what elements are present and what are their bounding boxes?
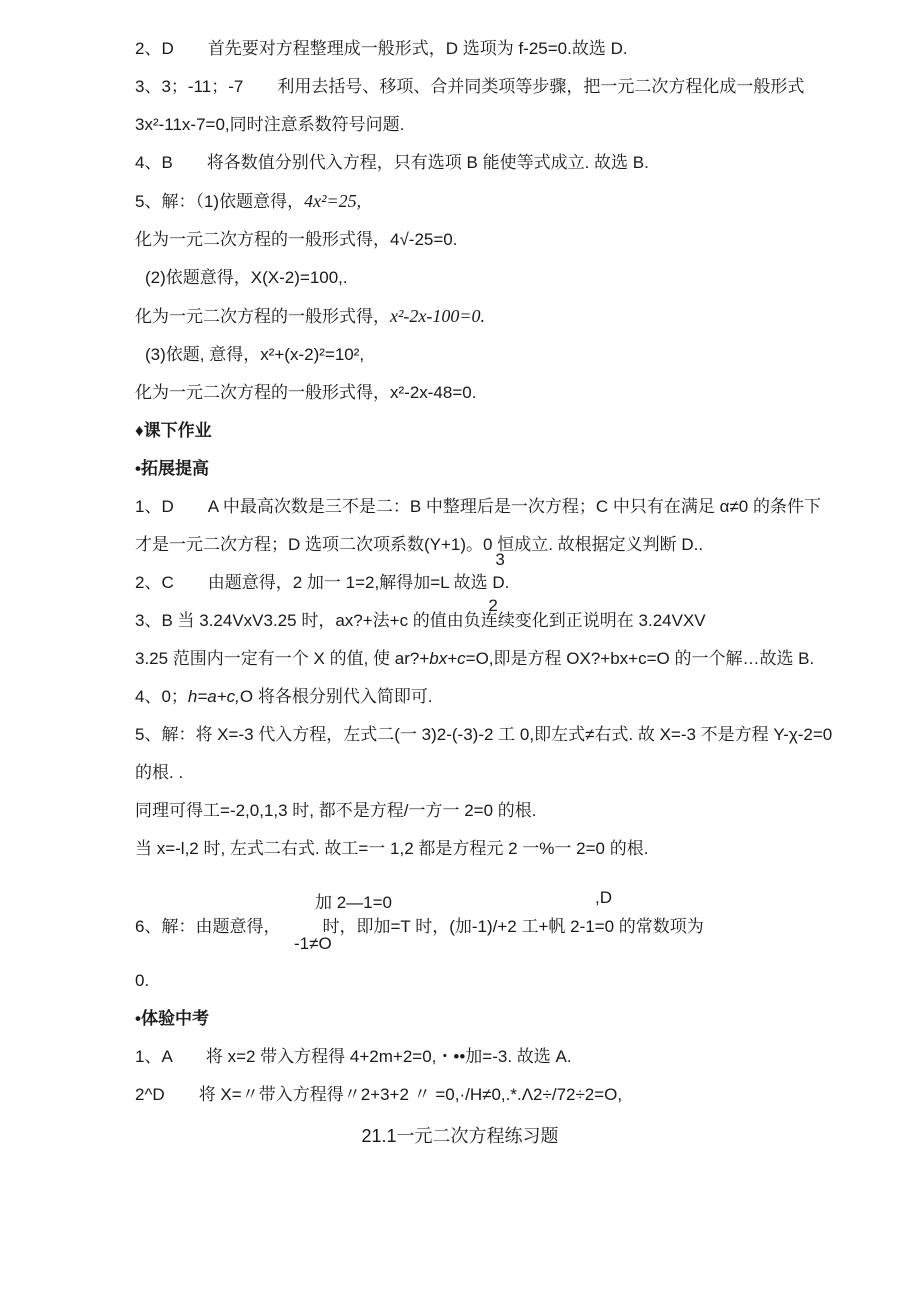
exam-answer-2-line: 2^D 将 X=〃带入方程得〃2+3+2 〃 =0,·/H≠0,.*.Λ2÷/72÷2=O, bbox=[135, 1085, 623, 1104]
section-heading-homework: ♦课下作业 bbox=[135, 421, 212, 440]
expand-answer-6-condition-top: 加 2—1=0 bbox=[315, 893, 393, 912]
expand-answer-4-math: h=a+c, bbox=[187, 687, 240, 706]
answer-5-part1-equation: 4x²=25, bbox=[304, 191, 362, 211]
section-heading-exam: •体验中考 bbox=[135, 1009, 209, 1028]
answer-3-line2: 3x²-11x-7=0,同时注意系数符号问题. bbox=[135, 115, 405, 134]
answer-4-line: 4、B 将各数值分别代入方程，只有选项 B 能使等式成立. 故选 B. bbox=[135, 153, 649, 172]
answer-5-part2: (2)依题意得，X(X-2)=100,. bbox=[145, 268, 348, 287]
section-heading-expand: •拓展提高 bbox=[135, 459, 209, 478]
expand-answer-2-line bbox=[135, 550, 890, 615]
expand-answer-3-line1: 3、B 当 3.24VxV3.25 时，ax?+法+c 的值由负连续变化到正说明在 3.24VXV bbox=[135, 611, 706, 630]
expand-answer-6-condition-bottom: -1≠O bbox=[294, 934, 332, 953]
answer-5-part1-general-form: 化为一元二次方程的一般形式得，4√-25=0. bbox=[135, 230, 458, 249]
expand-answer-5-line3: 同理可得工=-2,0,1,3 时, 都不是方程/一方一 2=0 的根. bbox=[135, 801, 537, 820]
answer-5-part1 bbox=[135, 182, 890, 221]
expand-answer-4-line bbox=[135, 678, 890, 716]
expand-answer-6-rest: 时，即加=T 时，(加-1)/+2 工+帆 2-1=0 的常数项为 bbox=[322, 917, 704, 936]
fraction-three-halves bbox=[488, 550, 510, 615]
expand-answer-4-text2: O 将各根分别代入简即可. bbox=[239, 687, 433, 706]
expand-answer-4-text1: 4、0； bbox=[135, 687, 188, 706]
expand-answer-5-line2: 的根. . bbox=[135, 763, 184, 782]
answer-5-part2-label: 化为一元二次方程的一般形式得， bbox=[135, 307, 390, 326]
exam-answer-1-line: 1、A 将 x=2 带入方程得 4+2m+2=0,・••加=-3. 故选 A. bbox=[135, 1047, 572, 1066]
expand-answer-1-line2: 才是一元二次方程；D 选项二次项系数(Y+1)。0 恒成立. 故根据定义判断 D.. bbox=[135, 535, 704, 554]
expand-answer-2-choice: D. bbox=[492, 573, 510, 592]
answer-3-line1: 3、3；-11；-7 利用去括号、移项、合并同类项等步骤，把一元二次方程化成一般形式 bbox=[135, 77, 805, 96]
answer-5-part3: (3)依题, 意得，x²+(x-2)²=10², bbox=[145, 345, 365, 364]
expand-answer-6-main-line bbox=[135, 912, 704, 937]
expand-answer-3-text1: 3.25 范围内一定有一个 X 的值, 使 ar?+ bbox=[135, 649, 430, 668]
expand-answer-6-block bbox=[135, 882, 890, 962]
expand-answer-6-stray-d: ,D bbox=[595, 888, 612, 907]
expand-answer-1-line1: 1、D A 中最高次数是三不是二：B 中整理后是一次方程；C 中只有在满足 α≠0 的条件下 bbox=[135, 497, 821, 516]
expand-answer-6-tail: 0. bbox=[135, 971, 150, 990]
expand-answer-5-line4: 当 x=-l,2 时, 左式二右式. 故工=一 1,2 都是方程元 2 一%一 2=0 的根. bbox=[135, 839, 649, 858]
page-footer-title: 21.1一元二次方程练习题 bbox=[361, 1126, 559, 1146]
expand-answer-5-line1: 5、解：将 X=-3 代入方程，左式二(一 3)2-(-3)-2 工 0,即左式≠右式. 故 X=-3 不是方程 Y-χ-2=0 bbox=[135, 725, 833, 744]
answer-5-part2-equation: x²-2x-100=0. bbox=[390, 306, 486, 326]
answer-2-line: 2、D 首先要对方程整理成一般形式，D 选项为 f-25=0.故选 D. bbox=[135, 39, 628, 58]
answer-5-part3-general-form: 化为一元二次方程的一般形式得，x²-2x-48=0. bbox=[135, 383, 477, 402]
fraction-numerator: 3 bbox=[495, 550, 505, 569]
answer-5-part1-label: 5、解：（1)依题意得， bbox=[135, 192, 305, 211]
expand-answer-2-text: 2、C 由题意得，2 加一 1=2,解得加=L 故选 bbox=[135, 573, 493, 592]
fraction-denominator: 2 bbox=[488, 596, 498, 615]
expand-answer-3-math: bx+c bbox=[429, 649, 466, 668]
answer-5-part2-general-form bbox=[135, 297, 890, 336]
expand-answer-3-line2 bbox=[135, 640, 890, 678]
expand-answer-3-text2: =O,即是方程 OX?+bx+c=O 的一个解…故选 B. bbox=[465, 649, 815, 668]
expand-answer-6-label: 6、解：由题意得， bbox=[135, 917, 281, 936]
